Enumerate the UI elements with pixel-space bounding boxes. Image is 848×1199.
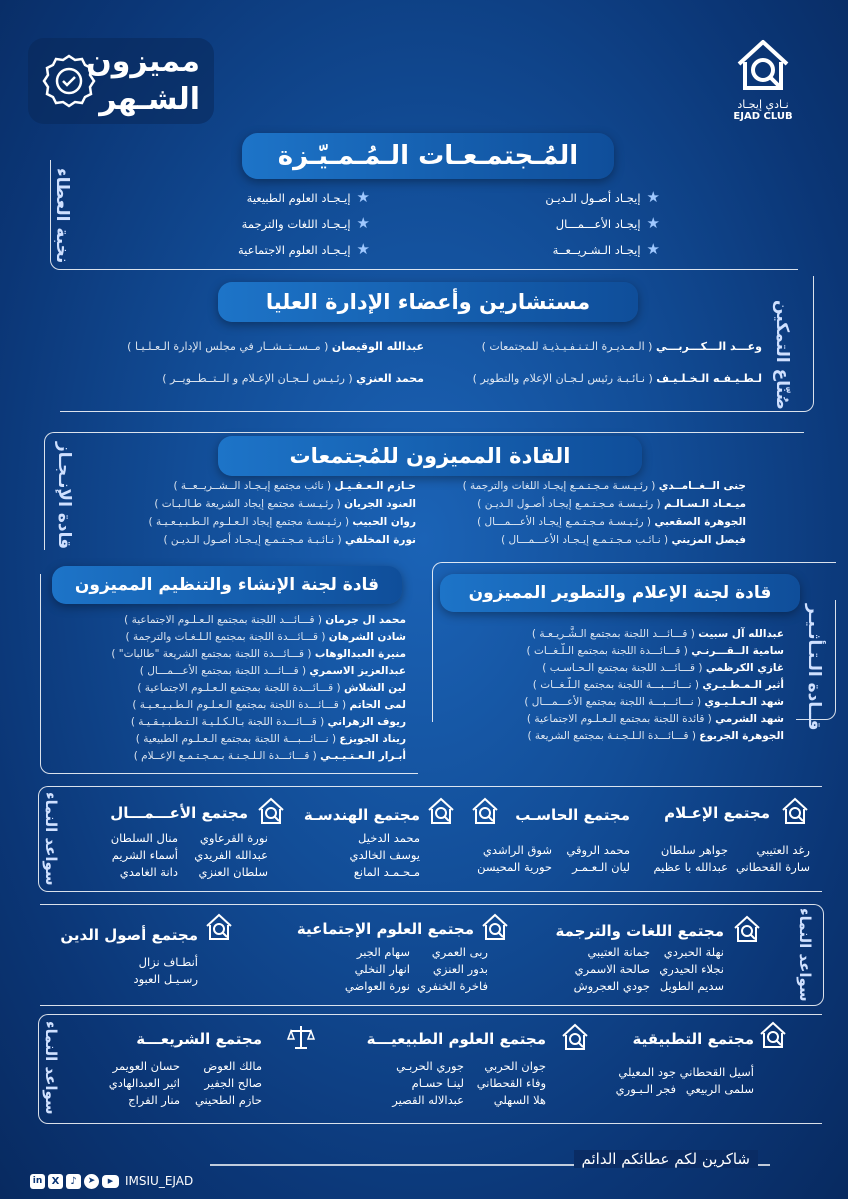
community-names-col1: محمد الدخيل يوسف الخالدي مـحـمـد المانع: [349, 831, 420, 879]
advisor-name: عبدالله الوقيصان: [331, 340, 424, 353]
distinguished-item: ★إيجـاد الأعـــمـــال: [555, 214, 660, 232]
community-names-col2: جواهر سلطان عبدالله با عظيم: [653, 843, 728, 874]
footer-social: [30, 1172, 193, 1190]
media-title: قادة لجنة الإعلام والتطوير المميزون: [440, 574, 800, 612]
media-row: سامية الــقـــرنـي ( قـــائـــدة اللجنة بمجتمع الـلُّـغــات ): [526, 645, 784, 657]
ejad-social-logo-icon: [480, 912, 510, 942]
leaders-title: القادة المميزون للمُجتمعات: [218, 436, 642, 476]
advisor-role: ( الـمـديـرة الـتـنـفـيـذيـة للمجتمعات ): [481, 340, 653, 353]
media-row: أثير الـمـطـيـري ( نـــائـــبـــة اللجنة بمجتمع الـلُّـغــات ): [532, 679, 784, 691]
star-icon: ★: [646, 214, 660, 232]
advisor-name: لـطـيـفـه الـخـلـيـف: [656, 372, 762, 385]
community-names-col2: سهام الجبر انهار النخلي نورة العواضي: [344, 945, 410, 993]
ejad-osool-logo-icon: [204, 912, 234, 942]
media-label: قــادة الـتـأثـيـر: [804, 604, 824, 731]
media-row: عبدالله آل سبيت ( قـــائـــد اللجنة بمجتمع الـشَّـريـعـة ): [531, 628, 784, 640]
community-osool: [60, 910, 304, 1000]
community-title: مجتمع الشريعـــة: [136, 1030, 262, 1048]
tiktok-icon[interactable]: ♪: [66, 1174, 81, 1189]
community-title: مجتمع الهندسـة: [303, 806, 420, 824]
leader-row: العنود الجريان ( رئـيـسـة مجتمع إيجاد الشريعة طـالـبـات ): [154, 498, 416, 510]
youtube-icon[interactable]: ▶: [102, 1175, 119, 1188]
community-names-col2: منال السلطان أسماء الشريم دانة الغامدي: [110, 831, 178, 879]
ejad-media-logo-icon: [780, 796, 810, 826]
advisor-name: محمد العنزي: [356, 372, 424, 385]
x-icon[interactable]: X: [48, 1174, 63, 1189]
distinguished-item: ★إيجـاد أصـول الـديـن: [545, 188, 660, 206]
social-handle[interactable]: IMSIU_EJAD: [125, 1174, 194, 1188]
star-icon: ★: [356, 214, 370, 232]
ejad-eng-logo-icon: [426, 796, 456, 826]
header-logo: [728, 36, 798, 126]
community-names-col2: جوري الحربـي لينـا حسـام عبدالاله القصير: [392, 1059, 464, 1107]
advisors-label: صُنّاع التمكين: [772, 300, 792, 410]
community-title: مجتمع الإعـلام: [664, 804, 770, 822]
community-social: [296, 910, 542, 1000]
ejad-natural-logo-icon: [560, 1022, 590, 1052]
ejad-house-icon: [733, 36, 793, 96]
community-names-col1: أنطـاف نزال رسـيـل العبود: [133, 955, 198, 986]
community-names-col1: رغد العتيبي سارة القحطاني: [735, 843, 810, 874]
leader-row: فيصل المزيني ( نـائـب مـجـتـمـع إيـجـاد الأعـــمـــال ): [501, 534, 746, 546]
founding-row: أبـرار الـعـتـيـبـي ( قـــائـــدة الـلـجـنـة بـمـجـتـمـع الإعــلام ): [133, 750, 406, 762]
footer-thanks: شاكرين لكم عطائكم الدائم: [574, 1150, 759, 1168]
community-names-col1: مالك العوض صالح الجفير حازم الطحيني: [194, 1059, 262, 1107]
leader-row: جنى الــغــامــدي ( رئـيـسـة مـجـتـمـع إيجـاد اللغات والترجمة ): [462, 480, 746, 492]
leader-row: روان الحبيب ( رئـيـسـة مجتمع إيجاد الـعـلـوم الـطـبـيـعـيـة ): [148, 516, 416, 528]
leader-row: حـازم الـعـقـيـل ( نائب مجتمع إيـجـاد الــشــريــعــة ): [173, 480, 416, 492]
community-names-col2: شوق الراشدي حورية المحيسن: [477, 843, 552, 874]
founding-row: شادن الشرهان ( قـــائـــدة اللجنة بمجتمع الـلـغـات والترجمة ): [125, 631, 406, 643]
month-badge: [28, 38, 214, 124]
founding-row: لمى الحاتم ( قـــائـــدة اللجنة بمجتمع الـعـلـوم الـطـبـيـعـيـة ): [132, 699, 406, 711]
community-natural: [354, 1020, 604, 1120]
leaders-label: قادة الإنـجـاز: [54, 442, 74, 550]
distinguished-item: ★إيـجـاد العلوم الطبيعية: [246, 188, 370, 206]
advisor-role: ( مــســتــشــار في مجلس الإدارة الـعـلـيـا ): [127, 340, 329, 353]
ejad-cs-logo-icon: [470, 796, 500, 826]
advisor-role: ( رئـيـس لــجـان الإعـلام و الــتــطــويــر ): [162, 372, 353, 385]
media-row: شهد الـعـلـيـوي ( نـــائـــبـــة اللجنة بمجتمع الأعـــمـــال ): [524, 696, 784, 708]
badge-line1: مميزون: [86, 44, 200, 79]
community-business: [96, 796, 296, 884]
community-names-col1: جوان الحربي وفاء القحطاني هلا السهلي: [476, 1059, 546, 1107]
advisors-title: مستشارين وأعضاء الإدارة العليا: [218, 282, 638, 322]
founding-row: ريناد الجويزع ( نـــائـــبـــة اللجنة بمجتمع الـعـلـوم الطبيعية ): [135, 733, 406, 745]
advisor-row: [84, 338, 424, 355]
distinguished-label: نخبة العطاء: [52, 168, 72, 264]
founding-row: عبدالعزيز الاسمري ( قـــائـــد اللجنة بمجتمع الأعـــمـــال ): [139, 665, 406, 677]
distinguished-item: ★إيـجـاد اللغات والترجمة: [241, 214, 370, 232]
community-names-col2: جود المعيلي فجر الـبـوري: [615, 1065, 676, 1096]
leader-row: الجوهرة الصقعبي ( رئـيـسـة مـجـتـمـع إيجـاد الأعـــمـــال ): [477, 516, 746, 528]
founding-row: لين الشلاش ( قـــائـــدة اللجنة بمجتمع الـعـلـوم الاجتماعية ): [137, 682, 406, 694]
badge-line2: الشـهر: [99, 82, 200, 117]
community-names-col1: نهلة الحبردي نجلاء الحيدري سديم الطويل: [659, 945, 724, 993]
community-title: مجتمع الحاسـب: [515, 806, 630, 824]
ejad-business-logo-icon: [256, 796, 286, 826]
advisor-row: [84, 370, 424, 387]
media-row: شهد الشرمي ( قائدة اللجنة بمجتمع الـعـلـوم الاجتماعية ): [526, 713, 784, 725]
founding-row: محمد ال جرمان ( قـــائـــد اللجنة بمجتمع الـعـلـوم الاجتماعية ): [124, 614, 406, 626]
advisor-row: [432, 370, 762, 387]
community-applied: [615, 1020, 800, 1120]
community-eng: [303, 796, 462, 884]
club-name-en: EJAD CLUB: [733, 111, 793, 122]
community-names-col1: أسيل القحطاني سلمى الربيعي: [679, 1065, 754, 1096]
star-icon: ★: [646, 240, 660, 258]
community-names-col2: حسان العويمر اثير العبدالهادي منار الفراج: [108, 1059, 180, 1107]
linkedin-icon[interactable]: in: [30, 1174, 45, 1189]
ejad-sharia-logo-icon: [286, 1022, 316, 1052]
community-title: مجتمع العلوم الإجتماعية: [296, 920, 474, 938]
star-icon: ★: [356, 188, 370, 206]
advisor-name: وعـــد الـــكـــربـــي: [655, 340, 762, 353]
ejad-languages-logo-icon: [732, 914, 762, 944]
star-icon: ★: [356, 240, 370, 258]
pillars-label-1: سواعد النماء: [42, 792, 60, 886]
distinguished-item: ★إيجـاد الـشـريــعــة: [552, 240, 660, 258]
leader-row: نورة المخلفي ( نـائـبـة مـجـتـمـع إيـجـاد أصـول الـديـن ): [163, 534, 416, 546]
founding-row: ريوف الزهراني ( قـــائـــدة اللجنة بـالـكـلـيـة الـتـطـبـيـقـيـة ): [130, 716, 406, 728]
club-name-ar: نـادي إيجـاد: [737, 98, 789, 111]
distinguished-item: ★إيـجـاد العلوم الاجتماعية: [237, 240, 370, 258]
community-names-col1: ربى العمري بدور العنزي فاخرة الخنفري: [417, 945, 488, 993]
advisor-row: [432, 338, 762, 355]
media-row: غازي الكرظمي ( قـــائـــد اللجنة بمجتمع الـحـاسـب ): [542, 662, 784, 674]
community-title: مجتمع الأعـــمـــال: [110, 804, 248, 822]
ejad-applied-logo-icon: [758, 1020, 788, 1050]
community-names-col1: نورة القرعاوي عبدالله الفريدي سلطان العنزي: [194, 831, 268, 879]
community-title: مجتمع التطبيقية: [632, 1030, 754, 1048]
media-row: الجوهرة الجربوع ( قـــائـــدة الـلـجـنـة بمجتمع الشريعة ): [527, 730, 784, 742]
pillars-label-3: سواعد النماء: [42, 1021, 60, 1115]
telegram-icon[interactable]: ➤: [84, 1174, 99, 1189]
pillars-label-2: سواعد النماء: [796, 908, 814, 1002]
advisor-role: ( نـائـبـة رئيس لـجـان الإعلام والتطوير ): [472, 372, 653, 385]
community-title: مجتمع العلوم الطبيعيـــة: [366, 1030, 546, 1048]
founding-title: قادة لجنة الإنشاء والتنظيم المميزون: [52, 566, 402, 604]
community-media: [640, 796, 810, 884]
community-languages: [552, 912, 782, 1002]
community-title: مجتمع اللغات والترجمة: [555, 922, 724, 940]
community-sharia: [90, 1020, 320, 1120]
community-names-col1: محمد الروقي ليان الـعـمـر: [566, 843, 630, 874]
distinguished-title: المُـجتمـعـات الـمُـمـيّـزة: [242, 133, 614, 179]
community-cs: [470, 796, 630, 884]
leader-row: ميـعـاد الـسـالـم ( رئـيـسـة مـجـتـمـع إيجـاد أصـول الـديـن ): [477, 498, 746, 510]
founding-row: منيرة العبدالوهاب ( قـــائـــدة اللجنة بمجتمع الشريعة "طالبات" ): [111, 648, 406, 660]
community-names-col2: جمانة العتيبي صالحة الاسمري جودي العجروش: [573, 945, 650, 993]
star-icon: ★: [646, 188, 660, 206]
community-title: مجتمع أصول الدين: [60, 926, 198, 944]
